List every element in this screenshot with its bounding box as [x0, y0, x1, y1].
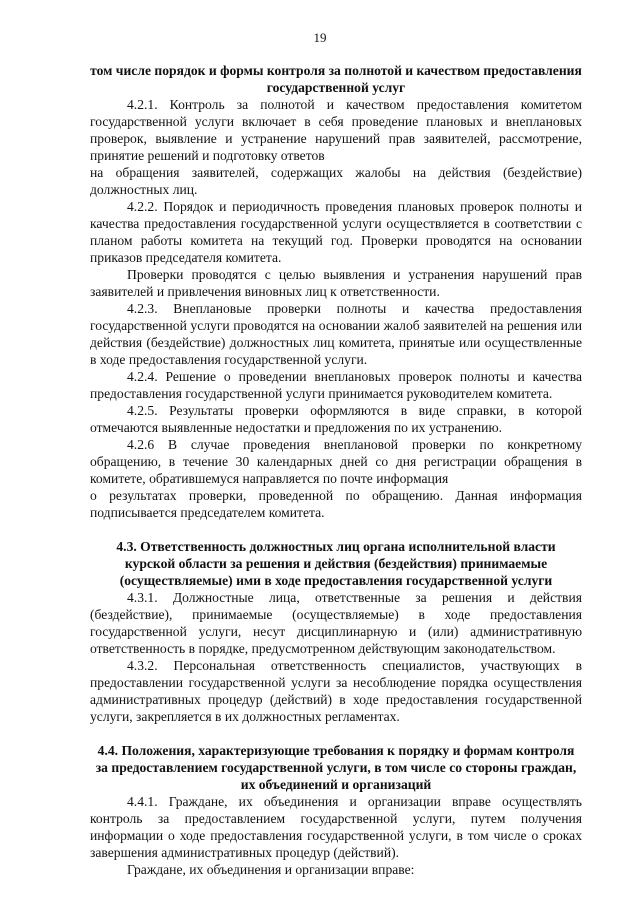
paragraph: 4.4.1. Граждане, их объединения и организации вправе осуществлять контроль за предоставлением государственной услуги, путем получения информации о ходе предоставления государственной услуги, в том числе о сроках завершения административных процедур (действий).: [90, 794, 582, 860]
paragraph: на обращения заявителей, содержащих жалобы на действия (бездействие) должностных лиц.: [90, 165, 582, 197]
page-number: 19: [313, 30, 327, 45]
document-body: [90, 62, 582, 878]
paragraph: 4.3.2. Персональная ответственность специалистов, участвующих в предоставлении государственной услуги за несоблюдение порядка осуществления административных процедур (действий) в ходе предоставления государственной услуги, закрепляется в их должностных регламентах.: [90, 658, 582, 724]
paragraph: о результатах проверки, проведенной по обращению. Данная информация подписывается председателем комитета.: [90, 488, 582, 520]
section-gap: [90, 725, 582, 742]
section-gap: [90, 521, 582, 538]
section-heading: 4.4. Положения, характеризующие требования к порядку и формам контроля за предоставлением государственной услуги, в том числе со стороны граждан, их объединений и организаций: [95, 743, 577, 792]
paragraph: 4.2.6 В случае проведения внеплановой проверки по конкретному обращению, в течение 30 календарных дней со дня регистрации обращения в комитете, обратившемуся направляется по почте информация: [90, 437, 582, 486]
paragraph: 4.2.3. Внеплановые проверки полноты и качества предоставления государственной услуги проводятся на основании жалоб заявителей на решения или действия (бездействие) должностных лиц комитета, принятые или осуществленные в ходе предоставления государственной услуги.: [90, 301, 582, 367]
paragraph: 4.2.1. Контроль за полнотой и качеством предоставления комитетом государственной услуги включает в себя проведение плановых и внеплановых проверок, выявление и устранение нарушений прав заявителей, рассмотрение, принятие решений и подготовку ответов: [90, 97, 582, 163]
section-heading: 4.3. Ответственность должностных лиц органа исполнительной власти курской области за решения и действия (бездействия) принимаемые (осуществляемые) ими в ходе предоставления государственной услуги: [116, 539, 556, 588]
paragraph: Граждане, их объединения и организации вправе:: [127, 862, 415, 877]
paragraph: 4.3.1. Должностные лица, ответственные за решения и действия (бездействие), принимаемые (осуществляемые) в ходе предоставления государственной услуги, несут дисциплинарную и (или) административную ответственность в порядке, предусмотренном действующим законодательством.: [90, 590, 582, 656]
paragraph: Проверки проводятся с целью выявления и устранения нарушений прав заявителей и привлечения виновных лиц к ответственности.: [90, 267, 582, 299]
paragraph: 4.2.2. Порядок и периодичность проведения плановых проверок полноты и качества предоставления государственной услуги осуществляется в соответствии с планом работы комитета на текущий год. Проверки проводятся на основании приказов председателя комитета.: [90, 199, 582, 265]
section-heading: том числе порядок и формы контроля за полнотой и качеством предоставления государственной услуг: [90, 63, 582, 95]
paragraph: 4.2.5. Результаты проверки оформляются в виде справки, в которой отмечаются выявленные недостатки и предложения по их устранению.: [90, 403, 582, 435]
paragraph: 4.2.4. Решение о проведении внеплановых проверок полноты и качества предоставления государственной услуги принимается руководителем комитета.: [90, 369, 582, 401]
